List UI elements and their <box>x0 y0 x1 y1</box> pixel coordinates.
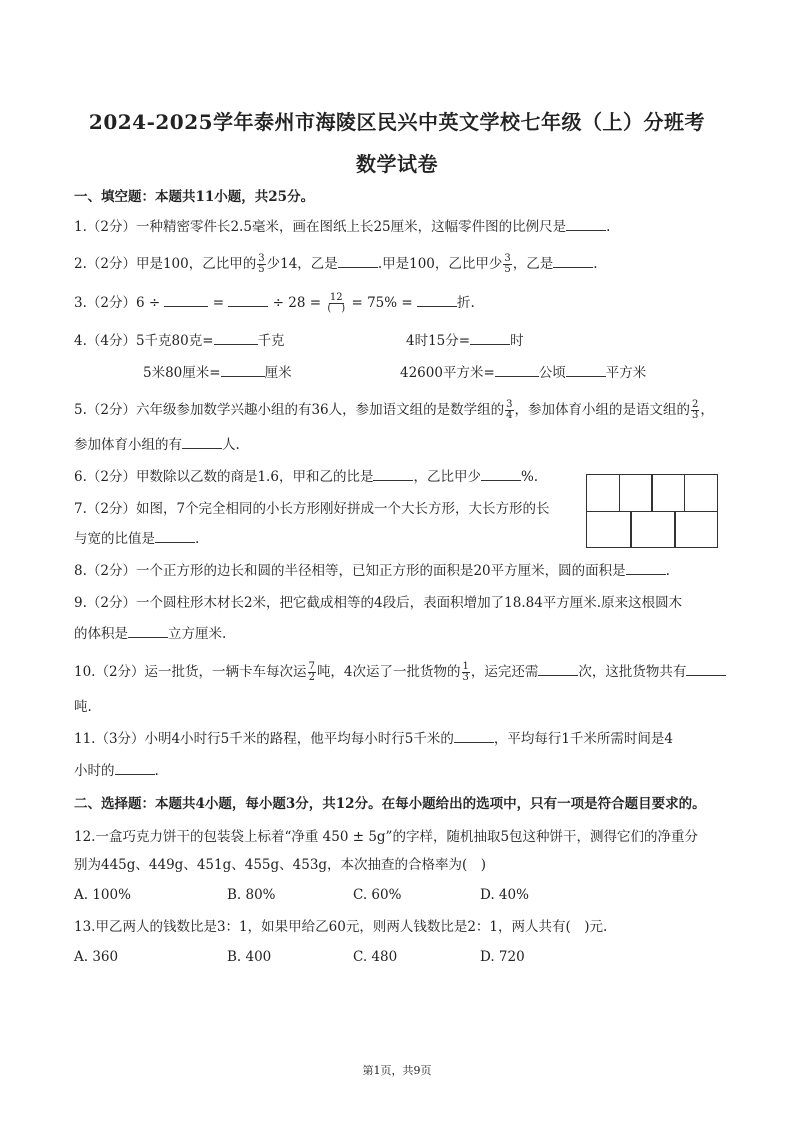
question-1: 1.（2分）一种精密零件长2.5毫米，画在图纸上长25厘米，这幅零件图的比例尺是 . <box>74 219 611 235</box>
option-a[interactable]: A. 100% <box>74 887 131 903</box>
exam-subtitle: 数学试卷 <box>356 152 438 176</box>
section-2-heading: 二、选择题：本题共4小题，每小题3分，共12分。在每小题给出的选项中，只有一项是符合题目要求的。 <box>74 796 706 812</box>
page-footer: 第1页，共9页 <box>362 1064 432 1077</box>
small-rectangle <box>684 474 719 512</box>
question-4-row-2b: 42600平方米= 公顷 平方米 <box>400 365 647 381</box>
option-d[interactable]: D. 720 <box>480 949 525 965</box>
option-d[interactable]: D. 40% <box>480 887 529 903</box>
answer-blank[interactable] <box>495 364 539 377</box>
question-13: 13.甲乙两人的钱数比是3：1，如果甲给乙60元，则两人钱数比是2：1，两人共有( )元. <box>74 919 608 935</box>
option-b[interactable]: B. 80% <box>227 887 276 903</box>
answer-blank[interactable] <box>553 255 593 268</box>
small-rectangle <box>674 511 718 549</box>
answer-blank[interactable] <box>115 762 155 775</box>
option-a[interactable]: A. 360 <box>74 949 119 965</box>
answer-blank[interactable] <box>626 562 666 575</box>
small-rectangle <box>651 474 685 512</box>
exam-title: 2024-2025学年泰州市海陵区民兴中英文学校七年级（上）分班考 <box>88 110 706 134</box>
answer-blank[interactable] <box>566 364 606 377</box>
section-1-heading: 一、填空题：本题共11小题，共25分。 <box>74 189 315 205</box>
answer-blank[interactable] <box>454 730 494 743</box>
question-6: 6.（2分）甲数除以乙数的商是1.6，甲和乙的比是 ，乙比甲少 %. <box>74 469 539 485</box>
fraction: $\frac{12}{( )}$ <box>327 292 346 314</box>
answer-blank[interactable] <box>417 294 457 307</box>
answer-blank[interactable] <box>373 468 413 481</box>
answer-blank[interactable] <box>182 436 222 449</box>
rectangle-figure <box>586 474 718 548</box>
answer-blank[interactable] <box>228 294 268 307</box>
question-4-row-1: 4.（4分）5千克80克= 千克 <box>74 333 285 349</box>
question-11-cont: 小时的 . <box>74 763 159 779</box>
small-rectangle <box>619 474 653 512</box>
question-10: 10.（2分）运一批货，一辆卡车每次运 $\frac{7}{2}$ 吨，4次运了一批货物的 $\frac{1}{3}$ ，运完还需 次，这批货物共有 <box>74 662 726 683</box>
option-b[interactable]: B. 400 <box>227 949 272 965</box>
question-9: 9.（2分）一个圆柱形木材长2米，把它截成相等的4段后，表面积增加了18.84平方厘米.原来这根圆木 <box>74 595 683 611</box>
answer-blank[interactable] <box>214 332 258 345</box>
question-4-row-2: 5米80厘米= 厘米 <box>143 365 292 381</box>
question-12: 12.一盒巧克力饼干的包装袋上标着“净重 450 ± 5g”的字样，随机抽取5包这种饼干，测得它们的净重分 <box>74 829 699 845</box>
answer-blank[interactable] <box>338 255 378 268</box>
fraction: $\frac{7}{2}$ <box>308 661 315 683</box>
fraction: $\frac{1}{3}$ <box>462 661 469 683</box>
option-c[interactable]: C. 480 <box>353 949 398 965</box>
answer-blank[interactable] <box>470 332 510 345</box>
fraction: $\frac{2}{3}$ <box>692 399 699 421</box>
small-rectangle <box>586 511 632 549</box>
fraction: $\frac{3}{5}$ <box>504 253 511 275</box>
question-10-cont: 吨. <box>74 699 92 715</box>
question-12-cont: 别为445g、449g、451g、455g、453g，本次抽查的合格率为( ) <box>74 857 487 873</box>
question-2: 2.（2分）甲是100，乙比甲的 $\frac{3}{5}$ 少14，乙是 .甲是100，乙比甲少 $\frac{3}{5}$ ，乙是 . <box>74 253 598 275</box>
question-8: 8.（2分）一个正方形的边长和圆的半径相等，已知正方形的面积是20平方厘米，圆的面积是 . <box>74 563 670 579</box>
question-5: 5.（2分）六年级参加数学兴趣小组的有36人，参加语文组的是数学组的 $\frac{3}{4}$ ，参加体育小组的是语文组的 $\frac{2}{3}$ ， <box>74 399 714 421</box>
answer-blank[interactable] <box>566 218 606 231</box>
answer-blank[interactable] <box>481 468 521 481</box>
question-4-row-1b: 4时15分= 时 <box>406 333 524 349</box>
fraction: $\frac{3}{5}$ <box>258 253 265 275</box>
answer-blank[interactable] <box>128 625 168 638</box>
small-rectangle <box>630 511 676 549</box>
question-9-cont: 的体积是 立方厘米. <box>74 626 227 642</box>
fraction: $\frac{3}{4}$ <box>506 399 513 421</box>
small-rectangle <box>586 474 620 512</box>
question-5-cont: 参加体育小组的有 人. <box>74 437 240 453</box>
option-c[interactable]: C. 60% <box>353 887 402 903</box>
question-7-cont: 与宽的比值是 . <box>74 531 200 547</box>
question-3: 3.（2分）6 ÷ = ÷ 28 = $\frac{12}{( )}$ = 75% = 折. <box>74 292 475 314</box>
answer-blank[interactable] <box>538 663 578 676</box>
answer-blank[interactable] <box>686 663 726 676</box>
answer-blank[interactable] <box>221 364 265 377</box>
answer-blank[interactable] <box>164 294 208 307</box>
answer-blank[interactable] <box>155 530 195 543</box>
question-7: 7.（2分）如图，7个完全相同的小长方形刚好拼成一个大长方形，大长方形的长 <box>74 501 550 517</box>
question-11: 11.（3分）小明4小时行5千米的路程，他平均每小时行5千米的 ，平均每行1千米所需时间是4 <box>74 731 674 747</box>
